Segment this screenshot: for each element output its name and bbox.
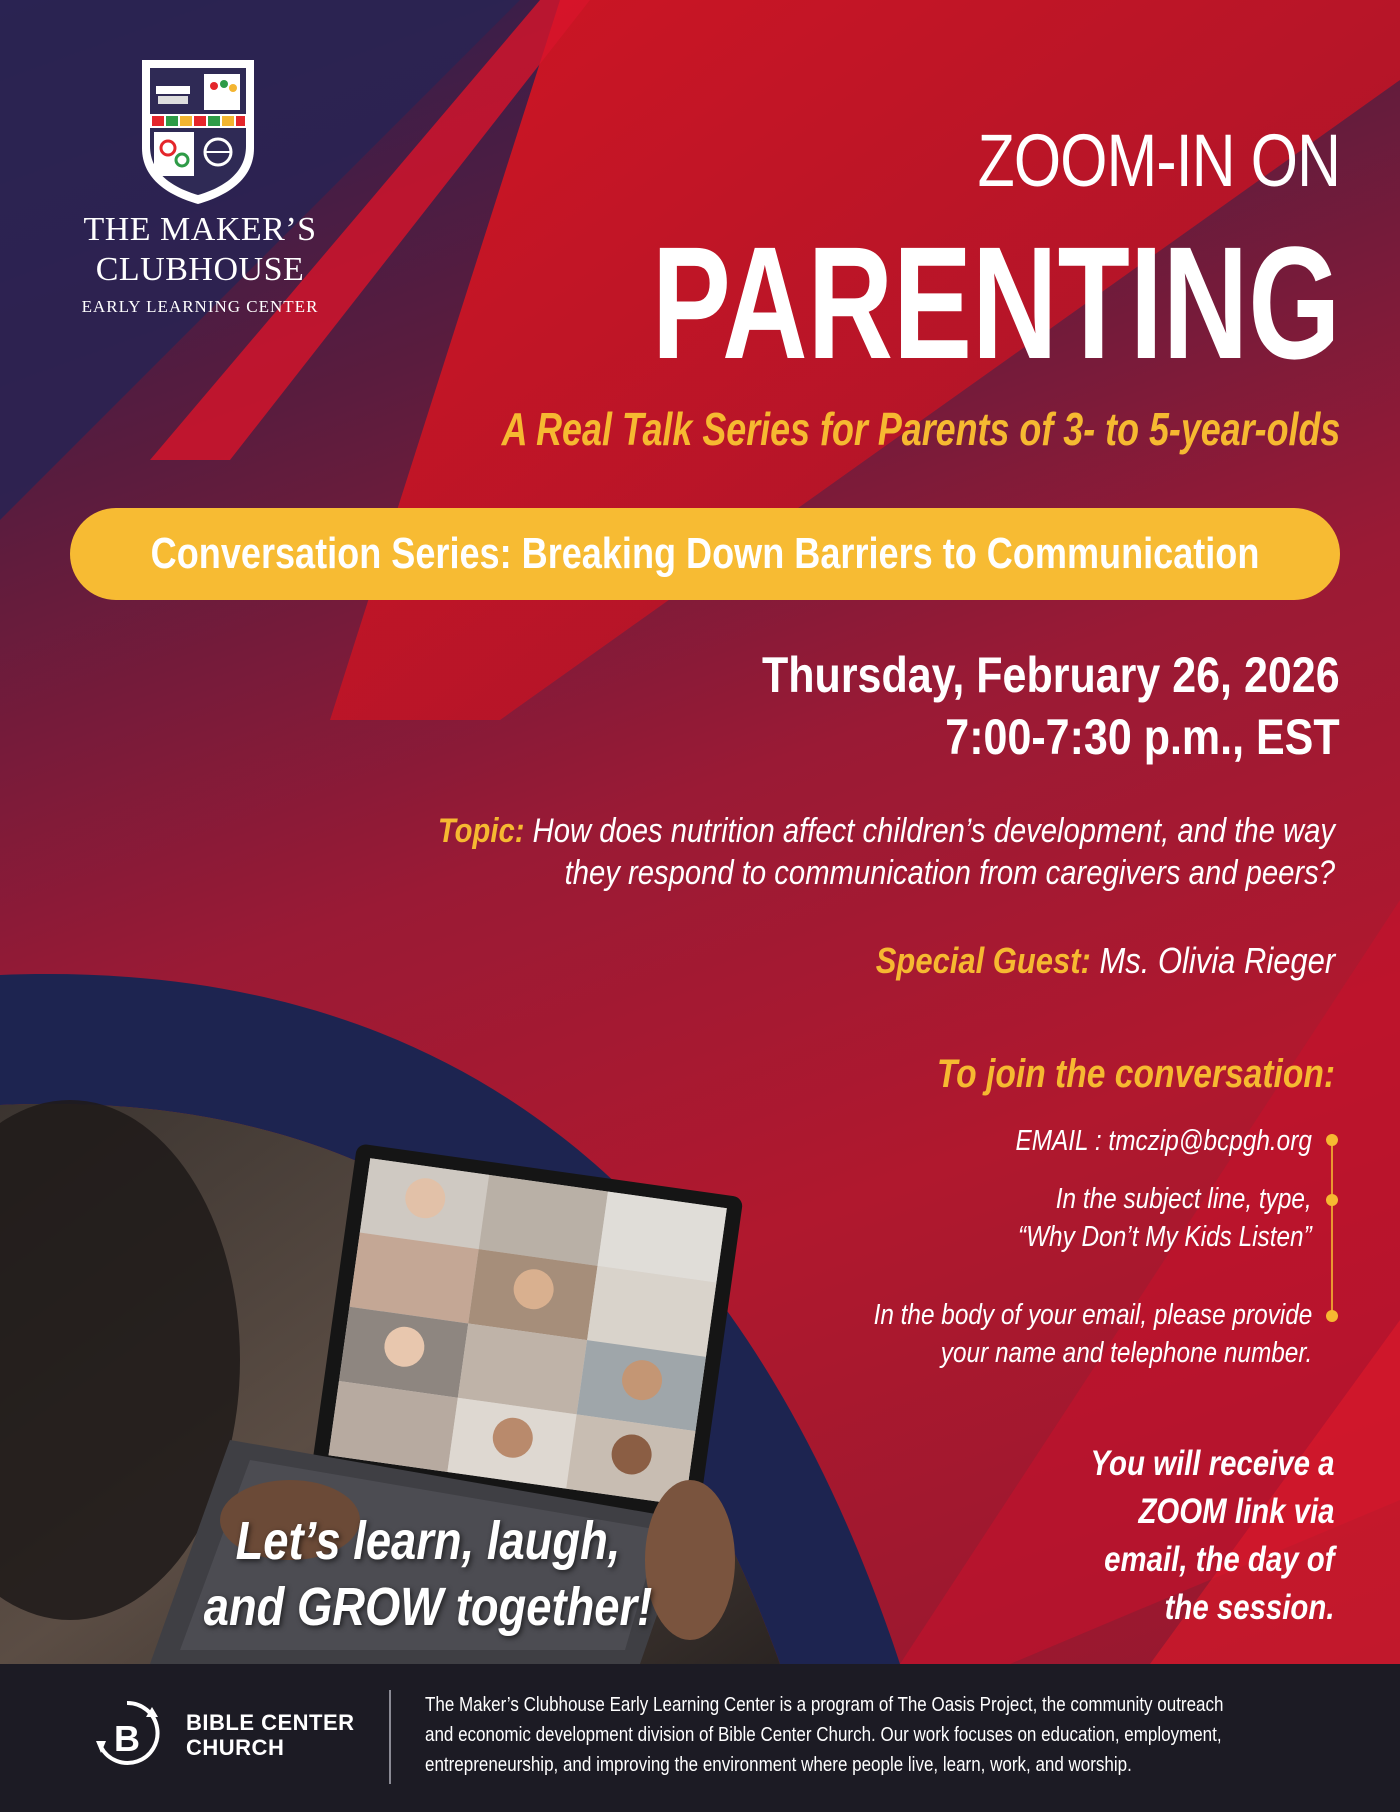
event-date: Thursday, February 26, 2026 bbox=[762, 647, 1340, 703]
subject-line2: “Why Don’t My Kids Listen” bbox=[1018, 1221, 1312, 1253]
org-name bbox=[55, 210, 345, 290]
bcc-name-line1: BIBLE CENTER bbox=[186, 1710, 355, 1735]
event-title-line2: PARENTING bbox=[651, 213, 1340, 392]
receive-line2: ZOOM link via bbox=[1138, 1492, 1335, 1531]
org-name-line2: CLUBHOUSE bbox=[95, 251, 305, 288]
receive-line4: the session. bbox=[1165, 1588, 1335, 1627]
zoom-link-notice bbox=[1091, 1440, 1335, 1632]
series-banner bbox=[70, 508, 1340, 600]
svg-text:B: B bbox=[114, 1718, 140, 1759]
event-title-line1: ZOOM-IN ON bbox=[977, 119, 1340, 202]
body-line2: your name and telephone number. bbox=[940, 1337, 1312, 1369]
bcc-name-line2: CHURCH bbox=[186, 1735, 285, 1760]
email-line[interactable]: EMAIL : tmczip@bcpgh.org bbox=[1015, 1125, 1312, 1157]
guest-name: Ms. Olivia Rieger bbox=[1099, 940, 1335, 981]
receive-line1: You will receive a bbox=[1090, 1444, 1335, 1483]
steps-connector-line bbox=[1331, 1145, 1333, 1320]
footer-description bbox=[425, 1690, 1343, 1780]
event-topic bbox=[303, 810, 1335, 894]
join-step-email bbox=[1016, 1122, 1312, 1160]
join-heading: To join the conversation: bbox=[936, 1052, 1335, 1096]
topic-line1: How does nutrition affect children’s development, and the way bbox=[532, 812, 1335, 850]
join-step-body bbox=[873, 1296, 1312, 1372]
org-name-line1: THE MAKER’S bbox=[83, 211, 317, 248]
topic-label: Topic: bbox=[437, 812, 525, 850]
bible-center-church-logo-icon bbox=[92, 1697, 162, 1779]
topic-line2: they respond to communication from caregivers and peers? bbox=[564, 854, 1335, 892]
footer-divider bbox=[389, 1690, 391, 1784]
step-bullet-icon bbox=[1326, 1134, 1338, 1146]
step-bullet-icon bbox=[1326, 1194, 1338, 1206]
guest-label: Special Guest: bbox=[875, 940, 1091, 981]
receive-line3: email, the day of bbox=[1104, 1540, 1335, 1579]
org-subtitle: EARLY LEARNING CENTER bbox=[81, 297, 319, 316]
event-datetime bbox=[762, 644, 1340, 768]
subject-line1: In the subject line, type, bbox=[1056, 1183, 1312, 1215]
event-time: 7:00-7:30 p.m., EST bbox=[945, 709, 1340, 765]
special-guest bbox=[876, 940, 1335, 982]
body-line1: In the body of your email, please provide bbox=[873, 1299, 1312, 1331]
event-tagline: A Real Talk Series for Parents of 3- to 5-year-olds bbox=[501, 403, 1340, 455]
series-banner-text: Conversation Series: Breaking Down Barriers to Communication bbox=[150, 529, 1260, 578]
slogan-line1: Let’s learn, laugh, bbox=[235, 1511, 621, 1571]
clubhouse-crest-icon bbox=[138, 56, 258, 206]
join-step-subject bbox=[1018, 1180, 1312, 1256]
bible-center-church-name bbox=[186, 1710, 355, 1760]
footer-desc-line3: entrepreneurship, and improving the environment where people live, learn, work, and worship. bbox=[425, 1754, 1132, 1776]
slogan-line2: and GROW together! bbox=[203, 1577, 653, 1637]
slogan bbox=[193, 1508, 663, 1640]
footer-desc-line1: The Maker’s Clubhouse Early Learning Center is a program of The Oasis Project, the community outreach bbox=[425, 1694, 1224, 1716]
step-bullet-icon bbox=[1326, 1310, 1338, 1322]
footer-desc-line2: and economic development division of Bible Center Church. Our work focuses on education, employment, bbox=[425, 1724, 1222, 1746]
